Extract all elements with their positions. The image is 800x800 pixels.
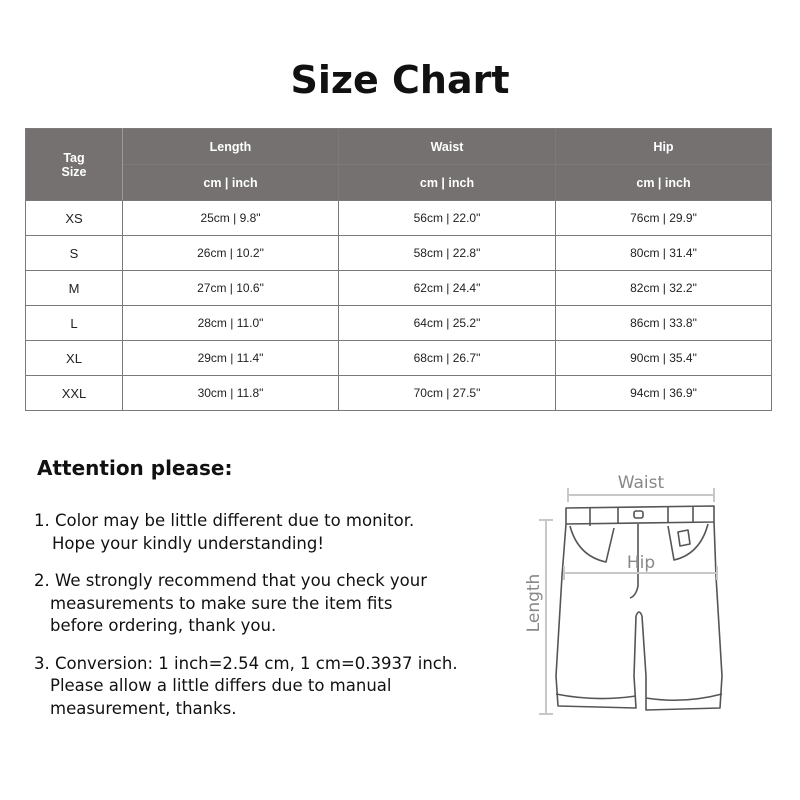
note-measurements xyxy=(34,570,484,638)
header-row-labels xyxy=(26,129,772,165)
length-cell: 29cm | 11.4" xyxy=(123,341,339,376)
note-line: 1. Color may be little different due to monitor. xyxy=(34,511,415,530)
table-row xyxy=(26,236,772,271)
length-unit-header: cm | inch xyxy=(123,165,339,201)
shorts-measurement-diagram xyxy=(518,466,728,726)
tag-header-line2: Size xyxy=(61,164,87,179)
waist-unit-header: cm | inch xyxy=(339,165,556,201)
note-line: Please allow a little differs due to manual xyxy=(50,676,392,695)
note-conversion xyxy=(34,653,484,721)
hip-cell: 80cm | 31.4" xyxy=(556,236,772,271)
hip-unit-header: cm | inch xyxy=(556,165,772,201)
table-row xyxy=(26,376,772,411)
hip-label: Hip xyxy=(626,553,656,573)
waist-header: Waist xyxy=(339,129,556,165)
waist-cell: 58cm | 22.8" xyxy=(339,236,556,271)
hip-cell: 76cm | 29.9" xyxy=(556,201,772,236)
size-cell: M xyxy=(26,271,123,306)
table-header xyxy=(26,129,772,201)
hip-cell: 82cm | 32.2" xyxy=(556,271,772,306)
length-header: Length xyxy=(123,129,339,165)
length-cell: 30cm | 11.8" xyxy=(123,376,339,411)
note-line: 2. We strongly recommend that you check your xyxy=(34,571,428,590)
note-line: measurements to make sure the item fits xyxy=(50,593,393,613)
size-cell: S xyxy=(26,236,123,271)
table-row xyxy=(26,306,772,341)
size-cell: XL xyxy=(26,341,123,376)
tag-header-line1: Tag xyxy=(63,150,85,165)
waist-cell: 62cm | 24.4" xyxy=(339,271,556,306)
attention-notes xyxy=(34,510,484,735)
length-label: Length xyxy=(524,573,544,633)
table-row xyxy=(26,271,772,306)
hip-cell: 86cm | 33.8" xyxy=(556,306,772,341)
attention-heading: Attention please: xyxy=(37,456,233,480)
waist-cell: 70cm | 27.5" xyxy=(339,376,556,411)
note-line: measurement, thanks. xyxy=(50,698,237,718)
tag-size-header xyxy=(26,129,123,201)
size-cell: XXL xyxy=(26,376,123,411)
page-title: Size Chart xyxy=(290,58,510,102)
hip-cell: 94cm | 36.9" xyxy=(556,376,772,411)
waist-cell: 56cm | 22.0" xyxy=(339,201,556,236)
length-cell: 25cm | 9.8" xyxy=(123,201,339,236)
size-cell: XS xyxy=(26,201,123,236)
note-color xyxy=(34,510,484,555)
hip-header: Hip xyxy=(556,129,772,165)
hip-cell: 90cm | 35.4" xyxy=(556,341,772,376)
length-cell: 28cm | 11.0" xyxy=(123,306,339,341)
note-line: 3. Conversion: 1 inch=2.54 cm, 1 cm=0.3937 inch. xyxy=(34,653,458,673)
waist-label: Waist xyxy=(617,473,665,493)
header-row-units xyxy=(26,165,772,201)
length-cell: 27cm | 10.6" xyxy=(123,271,339,306)
note-line: before ordering, thank you. xyxy=(50,616,277,635)
waist-cell: 68cm | 26.7" xyxy=(339,341,556,376)
table-row xyxy=(26,201,772,236)
note-line: Hope your kindly understanding! xyxy=(52,533,324,553)
size-chart-table xyxy=(25,128,772,411)
waist-cell: 64cm | 25.2" xyxy=(339,306,556,341)
shorts-illustration xyxy=(556,506,722,710)
table-row xyxy=(26,341,772,376)
size-cell: L xyxy=(26,306,123,341)
length-cell: 26cm | 10.2" xyxy=(123,236,339,271)
table-body xyxy=(26,201,772,411)
